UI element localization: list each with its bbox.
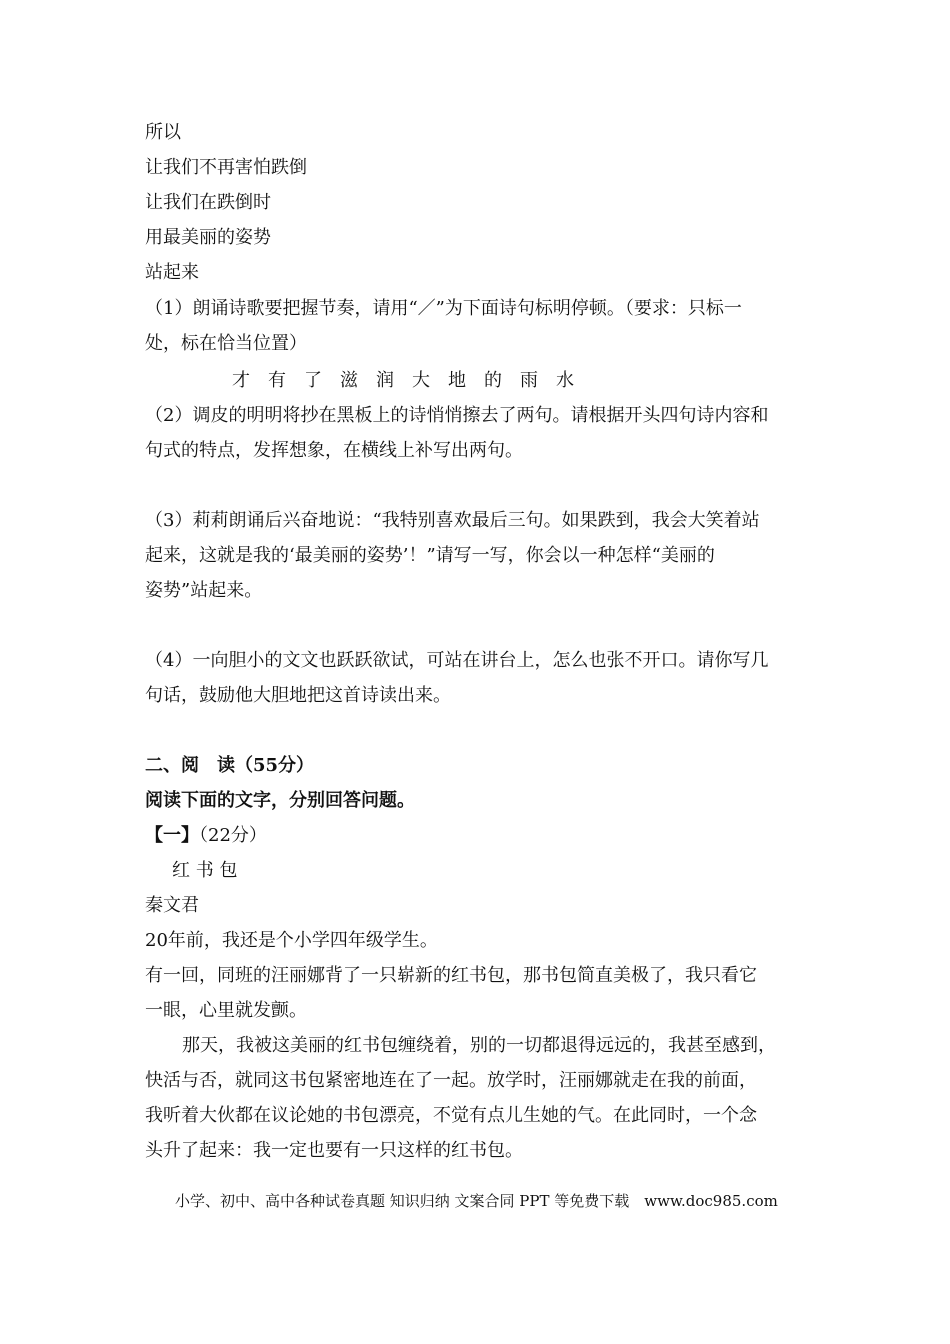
- story-paragraph-line-5: 快活与否，就同这书包紧密地连在了一起。放学时，汪丽娜就走在我的前面，: [145, 1070, 757, 1091]
- story-paragraph-line-1: 20年前，我还是个小学四年级学生。: [145, 930, 438, 951]
- story-paragraph-line-2: 有一回，同班的汪丽娜背了一只崭新的红书包，那书包简直美极了，我只看它: [145, 965, 757, 986]
- section-2-instruction: 阅读下面的文字，分别回答问题。: [145, 790, 415, 811]
- question-1-sentence: 才 有 了 滋 润 大 地 的 雨 水: [232, 370, 574, 391]
- section-2-heading: 二、阅 读（55分）: [145, 755, 315, 776]
- story-paragraph-line-6: 我听着大伙都在议论她的书包漂亮，不觉有点儿生她的气。在此同时，一个念: [145, 1105, 757, 1126]
- story-paragraph-line-3: 一眼，心里就发颤。: [145, 1000, 307, 1021]
- question-3-line-1: （3）莉莉朗诵后兴奋地说：“我特别喜欢最后三句。如果跌到，我会大笑着站: [145, 510, 760, 531]
- story-author: 秦文君: [145, 895, 199, 916]
- part-one-label: 【一】: [145, 825, 199, 846]
- question-2-line-1: （2）调皮的明明将抄在黑板上的诗悄悄擦去了两句。请根据开头四句诗内容和: [145, 405, 769, 426]
- story-paragraph-line-7: 头升了起来：我一定也要有一只这样的红书包。: [145, 1140, 523, 1161]
- question-1-line-2: 处，标在恰当位置）: [145, 333, 307, 354]
- story-title: 红 书 包: [172, 860, 238, 881]
- part-one-score: （22分）: [199, 825, 267, 846]
- poem-line-1: 所以: [145, 122, 181, 143]
- story-paragraph-line-4: 那天，我被这美丽的红书包缠绕着，别的一切都退得远远的，我甚至感到，: [182, 1035, 776, 1056]
- question-3-line-2: 起来，这就是我的‘最美丽的姿势’！”请写一写，你会以一种怎样“美丽的: [145, 545, 715, 566]
- question-2-line-2: 句式的特点，发挥想象，在横线上补写出两句。: [145, 440, 523, 461]
- question-3-line-3: 姿势”站起来。: [145, 580, 263, 601]
- question-4-line-1: （4）一向胆小的文文也跃跃欲试，可站在讲台上，怎么也张不开口。请你写几: [145, 650, 769, 671]
- poem-line-2: 让我们不再害怕跌倒: [145, 157, 307, 178]
- poem-line-4: 用最美丽的姿势: [145, 227, 271, 248]
- part-one-header: [145, 823, 267, 849]
- page-footer: 小学、初中、高中各种试卷真题 知识归纳 文案合同 PPT 等免费下载 www.doc985.com: [175, 1192, 778, 1210]
- question-4-line-2: 句话，鼓励他大胆地把这首诗读出来。: [145, 685, 451, 706]
- poem-line-3: 让我们在跌倒时: [145, 192, 271, 213]
- poem-line-5: 站起来: [145, 262, 199, 283]
- question-1-line-1: （1）朗诵诗歌要把握节奏，请用“／”为下面诗句标明停顿。（要求：只标一: [145, 298, 742, 319]
